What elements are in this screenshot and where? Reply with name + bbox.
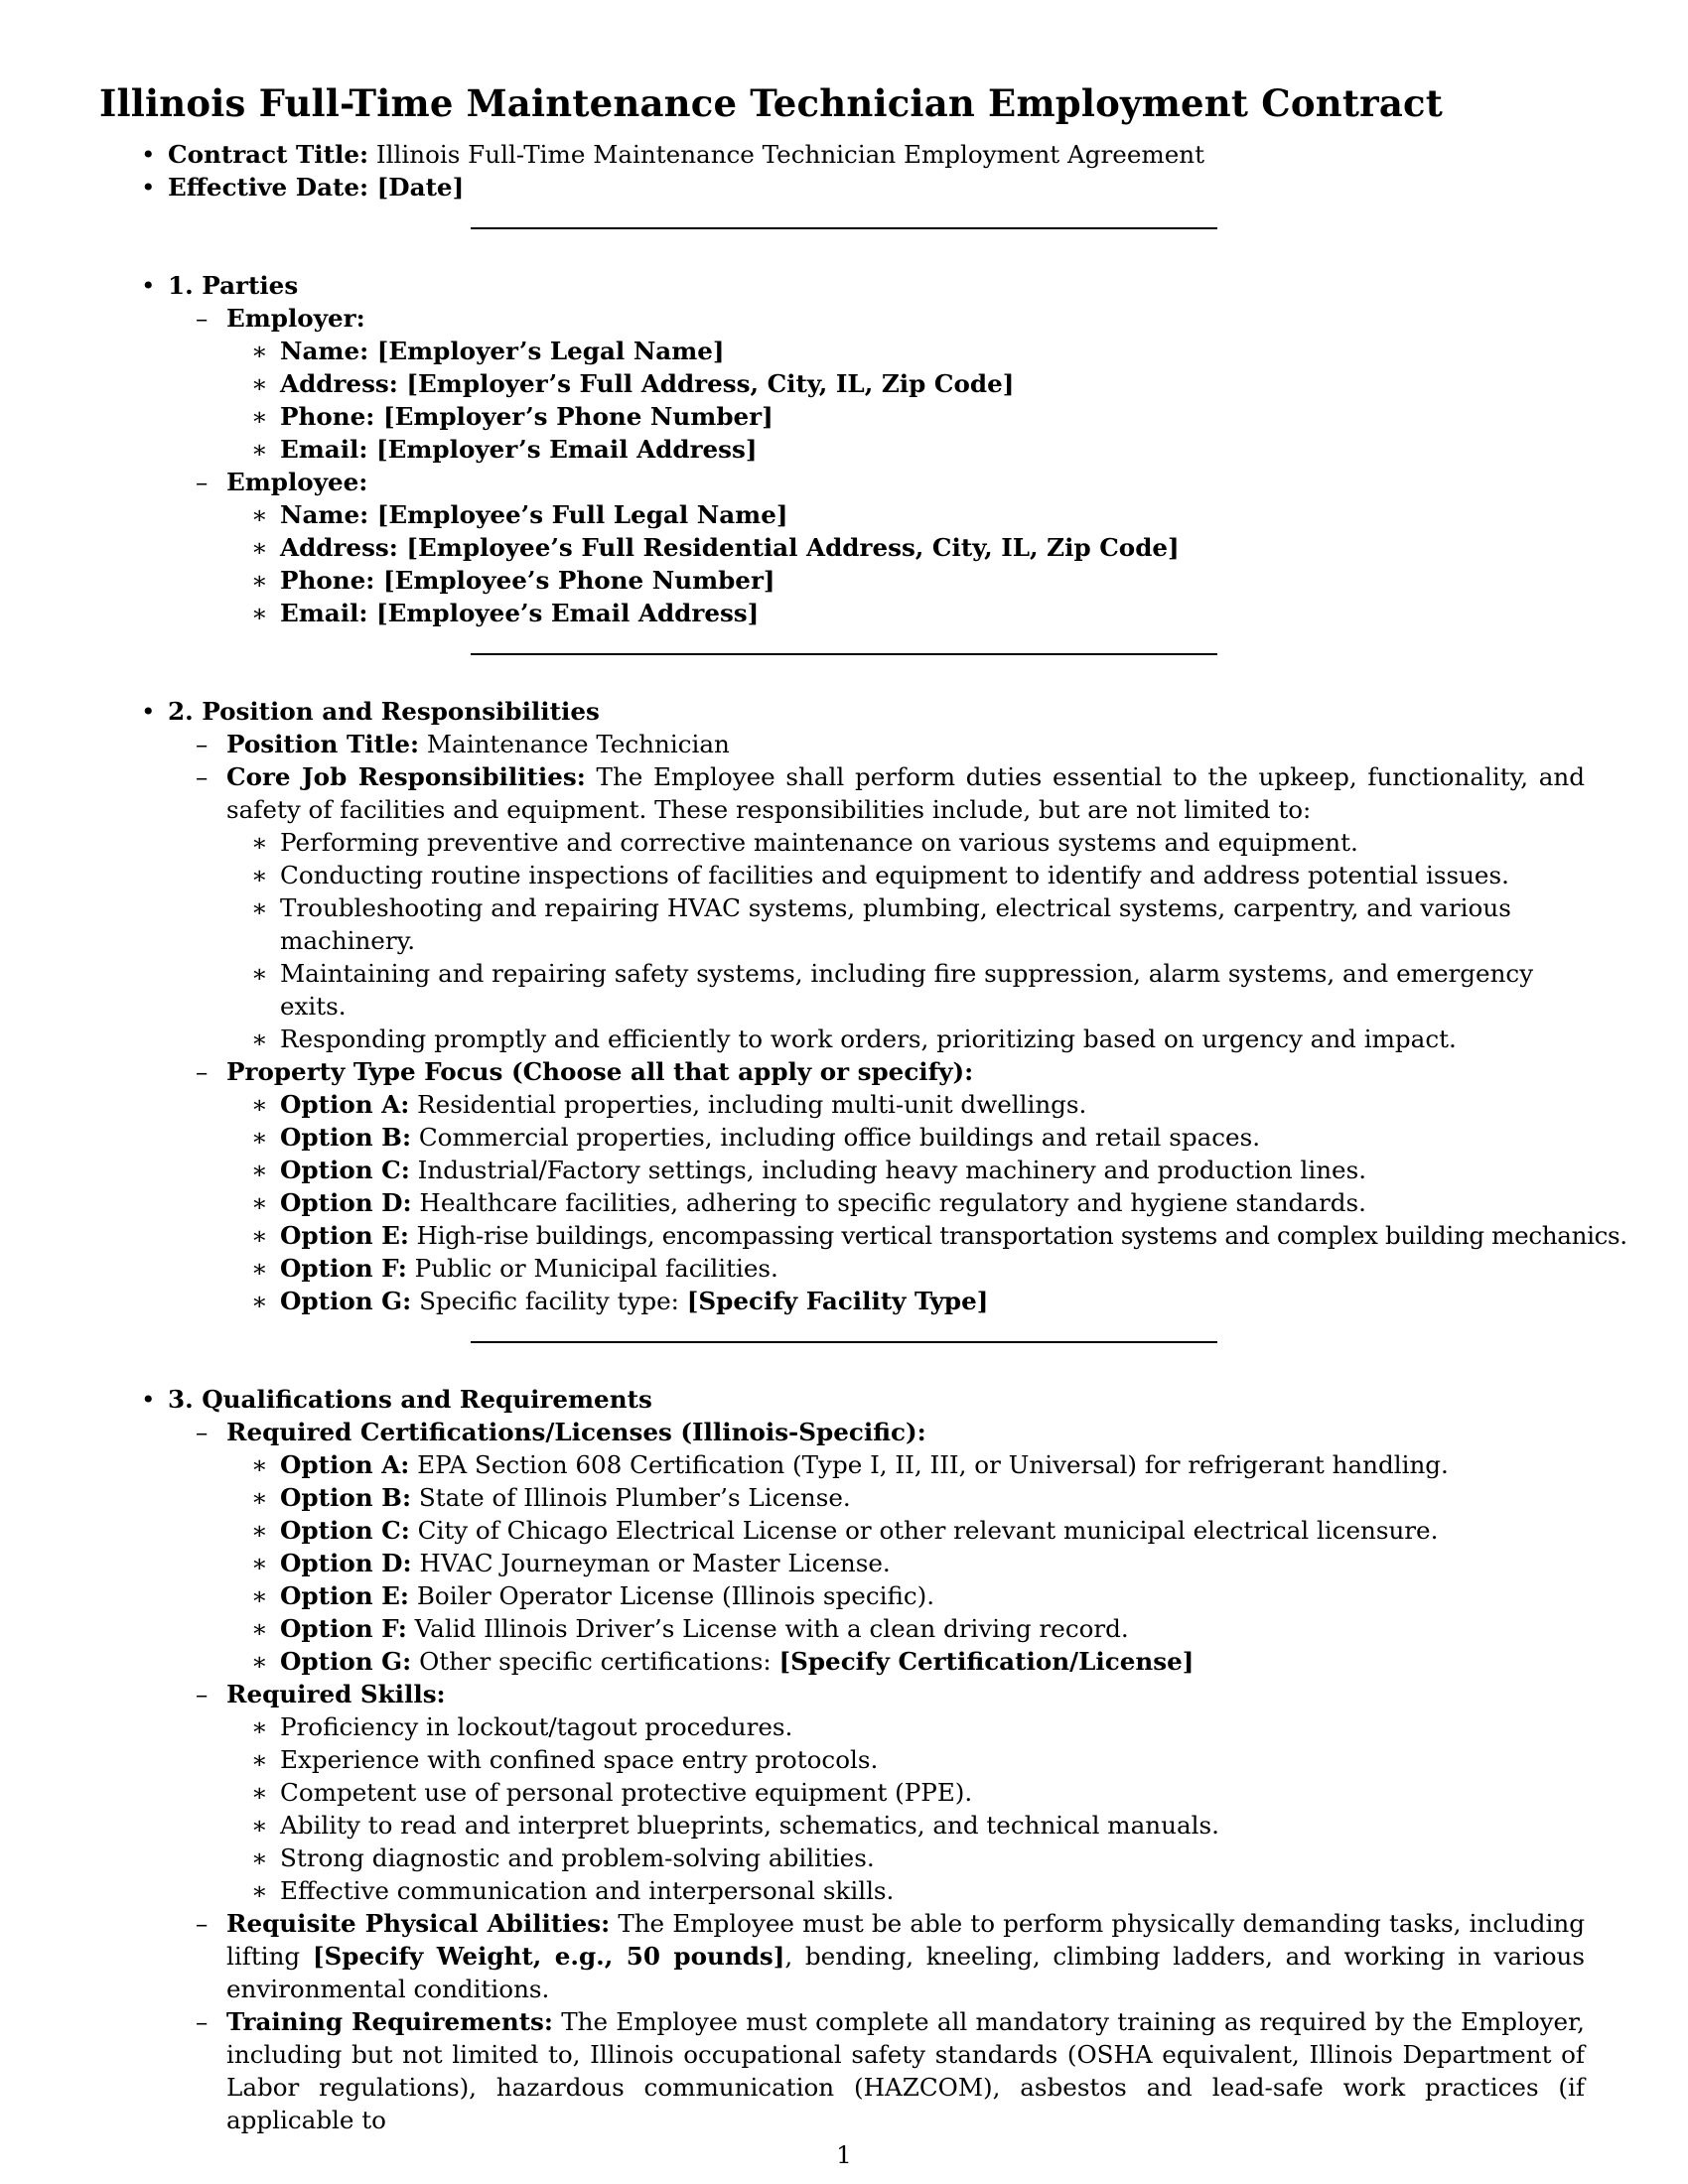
placeholder: [Specify Certification/License] bbox=[778, 1647, 1195, 1676]
option-item: ∗ Option D: HVAC Journeyman or Master License. bbox=[251, 1549, 891, 1577]
asterisk-icon: ∗ bbox=[251, 369, 268, 398]
dash-icon: – bbox=[196, 730, 209, 758]
dash-icon: – bbox=[196, 304, 209, 333]
section-heading: 3. Qualifications and Requirements bbox=[168, 1385, 652, 1414]
section-divider bbox=[471, 227, 1217, 229]
section-qualifications bbox=[99, 1383, 1589, 1416]
asterisk-icon: ∗ bbox=[251, 1156, 268, 1184]
asterisk-icon: ∗ bbox=[251, 1450, 268, 1479]
physical-abilities: – Requisite Physical Abilities: The Employee must be able to perform physically demanding tasks, including lifting [Specify Weight, e.g., 50 pounds], bending, kneeling, climbing ladders, and working in various environmental conditions. bbox=[196, 1909, 1586, 2003]
asterisk-icon: ∗ bbox=[251, 893, 268, 922]
asterisk-icon: ∗ bbox=[251, 1647, 268, 1676]
dash-icon: – bbox=[196, 1680, 209, 1708]
asterisk-icon: ∗ bbox=[251, 566, 268, 595]
option-item: ∗ Option E: High-rise buildings, encompassing vertical transportation systems and complex building mechanics. bbox=[251, 1221, 1627, 1250]
property-type-label: Property Type Focus (Choose all that apply or specify): bbox=[226, 1057, 974, 1086]
meta-list bbox=[99, 138, 1589, 204]
option-item: ∗ Option E: Boiler Operator License (Illinois specific). bbox=[251, 1581, 935, 1610]
asterisk-icon: ∗ bbox=[251, 402, 268, 431]
position-title: – Position Title: Maintenance Technician bbox=[196, 730, 730, 758]
asterisk-icon: ∗ bbox=[251, 435, 268, 464]
list-item: ∗ Name: [Employer’s Legal Name] bbox=[251, 337, 725, 365]
meta-contract-title: • Contract Title: Illinois Full-Time Maintenance Technician Employment Agreement bbox=[141, 140, 1204, 169]
asterisk-icon: ∗ bbox=[251, 1090, 268, 1119]
asterisk-icon: ∗ bbox=[251, 1516, 268, 1545]
option-item: ∗ Option C: City of Chicago Electrical License or other relevant municipal electrical licensure. bbox=[251, 1516, 1439, 1545]
option-item: ∗ Option B: State of Illinois Plumber’s License. bbox=[251, 1483, 851, 1512]
option-item: ∗ Option A: EPA Section 608 Certification (Type I, II, III, or Universal) for refrigerant handling. bbox=[251, 1450, 1449, 1479]
list-item: ∗ Troubleshooting and repairing HVAC systems, plumbing, electrical systems, carpentry, and various machinery. bbox=[251, 893, 1511, 955]
dash-icon: – bbox=[196, 1418, 209, 1446]
asterisk-icon: ∗ bbox=[251, 1549, 268, 1577]
bullet-icon: • bbox=[141, 1385, 156, 1414]
list-item: ∗ Address: [Employee’s Full Residential Address, City, IL, Zip Code] bbox=[251, 533, 1180, 562]
option-item: ∗ Option B: Commercial properties, including office buildings and retail spaces. bbox=[251, 1123, 1261, 1152]
option-item: ∗ Option C: Industrial/Factory settings, including heavy machinery and production lines. bbox=[251, 1156, 1367, 1184]
dash-icon: – bbox=[196, 468, 209, 496]
asterisk-icon: ∗ bbox=[251, 828, 268, 857]
placeholder: [Date] bbox=[376, 173, 465, 202]
asterisk-icon: ∗ bbox=[251, 1811, 268, 1840]
list-item: ∗ Phone: [Employer’s Phone Number] bbox=[251, 402, 774, 431]
bullet-icon: • bbox=[141, 173, 156, 202]
asterisk-icon: ∗ bbox=[251, 1712, 268, 1741]
section-divider bbox=[471, 653, 1217, 655]
asterisk-icon: ∗ bbox=[251, 861, 268, 889]
asterisk-icon: ∗ bbox=[251, 1123, 268, 1152]
employer-label: Employer: bbox=[226, 304, 365, 333]
bullet-icon: • bbox=[141, 697, 156, 726]
asterisk-icon: ∗ bbox=[251, 1614, 268, 1643]
option-item: ∗ Option G: Specific facility type: [Specify Facility Type] bbox=[251, 1287, 989, 1315]
certifications-label: Required Certifications/Licenses (Illinois-Specific): bbox=[226, 1418, 926, 1446]
section-heading: 1. Parties bbox=[168, 271, 299, 300]
asterisk-icon: ∗ bbox=[251, 1843, 268, 1872]
core-items bbox=[99, 826, 1589, 1055]
placeholder: [Specify Weight, e.g., 50 pounds] bbox=[312, 1942, 785, 1971]
document-page bbox=[99, 81, 1627, 2136]
section-heading: 2. Position and Responsibilities bbox=[168, 697, 600, 726]
meta-effective-date: • Effective Date: [Date] bbox=[141, 173, 465, 202]
asterisk-icon: ∗ bbox=[251, 1024, 268, 1053]
list-item: ∗ Name: [Employee’s Full Legal Name] bbox=[251, 500, 788, 529]
dash-icon: – bbox=[196, 1057, 209, 1086]
list-item: ∗ Email: [Employee’s Email Address] bbox=[251, 599, 760, 627]
option-item: ∗ Option F: Valid Illinois Driver’s License with a clean driving record. bbox=[251, 1614, 1129, 1643]
section-parties bbox=[99, 269, 1589, 302]
section-position bbox=[99, 695, 1589, 728]
list-item: ∗ Competent use of personal protective equipment (PPE). bbox=[251, 1778, 973, 1807]
dash-icon: – bbox=[196, 762, 209, 791]
asterisk-icon: ∗ bbox=[251, 337, 268, 365]
asterisk-icon: ∗ bbox=[251, 1221, 268, 1250]
placeholder: [Specify Facility Type] bbox=[686, 1287, 989, 1315]
bullet-icon: • bbox=[141, 140, 156, 169]
asterisk-icon: ∗ bbox=[251, 599, 268, 627]
training-requirements: – Training Requirements: The Employee must complete all mandatory training as required by the Employer, including but not limited to, Illinois occupational safety standards (OSHA equivalent, Illinois Department of Labor regulations), hazardous communication (HAZCOM), asbestos and lead-safe work practices (if applicable to bbox=[196, 2007, 1585, 2134]
asterisk-icon: ∗ bbox=[251, 1778, 268, 1807]
list-item: ∗ Phone: [Employee’s Phone Number] bbox=[251, 566, 775, 595]
option-item: ∗ Option G: Other specific certifications: [Specify Certification/License] bbox=[251, 1647, 1195, 1676]
list-item: ∗ Experience with confined space entry protocols. bbox=[251, 1745, 879, 1774]
asterisk-icon: ∗ bbox=[251, 533, 268, 562]
property-options bbox=[99, 1088, 1627, 1317]
asterisk-icon: ∗ bbox=[251, 1188, 268, 1217]
list-item: ∗ Email: [Employer’s Email Address] bbox=[251, 435, 758, 464]
skills-label: Required Skills: bbox=[226, 1680, 446, 1708]
section-divider bbox=[471, 1341, 1217, 1343]
skills-list bbox=[99, 1710, 1589, 1907]
employer-details bbox=[99, 335, 1589, 466]
list-item: ∗ Effective communication and interpersonal skills. bbox=[251, 1876, 895, 1905]
bullet-icon: • bbox=[141, 271, 156, 300]
list-item: ∗ Responding promptly and efficiently to work orders, prioritizing based on urgency and impact. bbox=[251, 1024, 1457, 1053]
asterisk-icon: ∗ bbox=[251, 1745, 268, 1774]
asterisk-icon: ∗ bbox=[251, 500, 268, 529]
employee-label: Employee: bbox=[226, 468, 368, 496]
option-item: ∗ Option A: Residential properties, including multi-unit dwellings. bbox=[251, 1090, 1087, 1119]
option-item: ∗ Option F: Public or Municipal facilities. bbox=[251, 1254, 778, 1283]
list-item: ∗ Maintaining and repairing safety systems, including fire suppression, alarm systems, and emergency exits. bbox=[251, 959, 1534, 1021]
list-item: ∗ Address: [Employer’s Full Address, City, IL, Zip Code] bbox=[251, 369, 1015, 398]
option-item: ∗ Option D: Healthcare facilities, adhering to specific regulatory and hygiene standards. bbox=[251, 1188, 1366, 1217]
list-item: ∗ Strong diagnostic and problem-solving abilities. bbox=[251, 1843, 875, 1872]
asterisk-icon: ∗ bbox=[251, 1876, 268, 1905]
list-item: ∗ Performing preventive and corrective maintenance on various systems and equipment. bbox=[251, 828, 1358, 857]
core-responsibilities: – Core Job Responsibilities: The Employee shall perform duties essential to the upkeep, functionality, and safety of facilities and equipment. These responsibilities include, but are not limited to: bbox=[196, 762, 1585, 824]
document-title: Illinois Full-Time Maintenance Technician Employment Contract bbox=[99, 81, 1444, 125]
asterisk-icon: ∗ bbox=[251, 1581, 268, 1610]
employee-details bbox=[99, 498, 1589, 629]
page-number: 1 bbox=[836, 2140, 852, 2169]
list-item: ∗ Ability to read and interpret blueprints, schematics, and technical manuals. bbox=[251, 1811, 1219, 1840]
list-item: ∗ Proficiency in lockout/tagout procedures. bbox=[251, 1712, 793, 1741]
asterisk-icon: ∗ bbox=[251, 959, 268, 988]
dash-icon: – bbox=[196, 2007, 209, 2036]
asterisk-icon: ∗ bbox=[251, 1483, 268, 1512]
asterisk-icon: ∗ bbox=[251, 1254, 268, 1283]
certification-options bbox=[99, 1448, 1589, 1678]
asterisk-icon: ∗ bbox=[251, 1287, 268, 1315]
dash-icon: – bbox=[196, 1909, 209, 1938]
list-item: ∗ Conducting routine inspections of facilities and equipment to identify and address potential issues. bbox=[251, 861, 1509, 889]
